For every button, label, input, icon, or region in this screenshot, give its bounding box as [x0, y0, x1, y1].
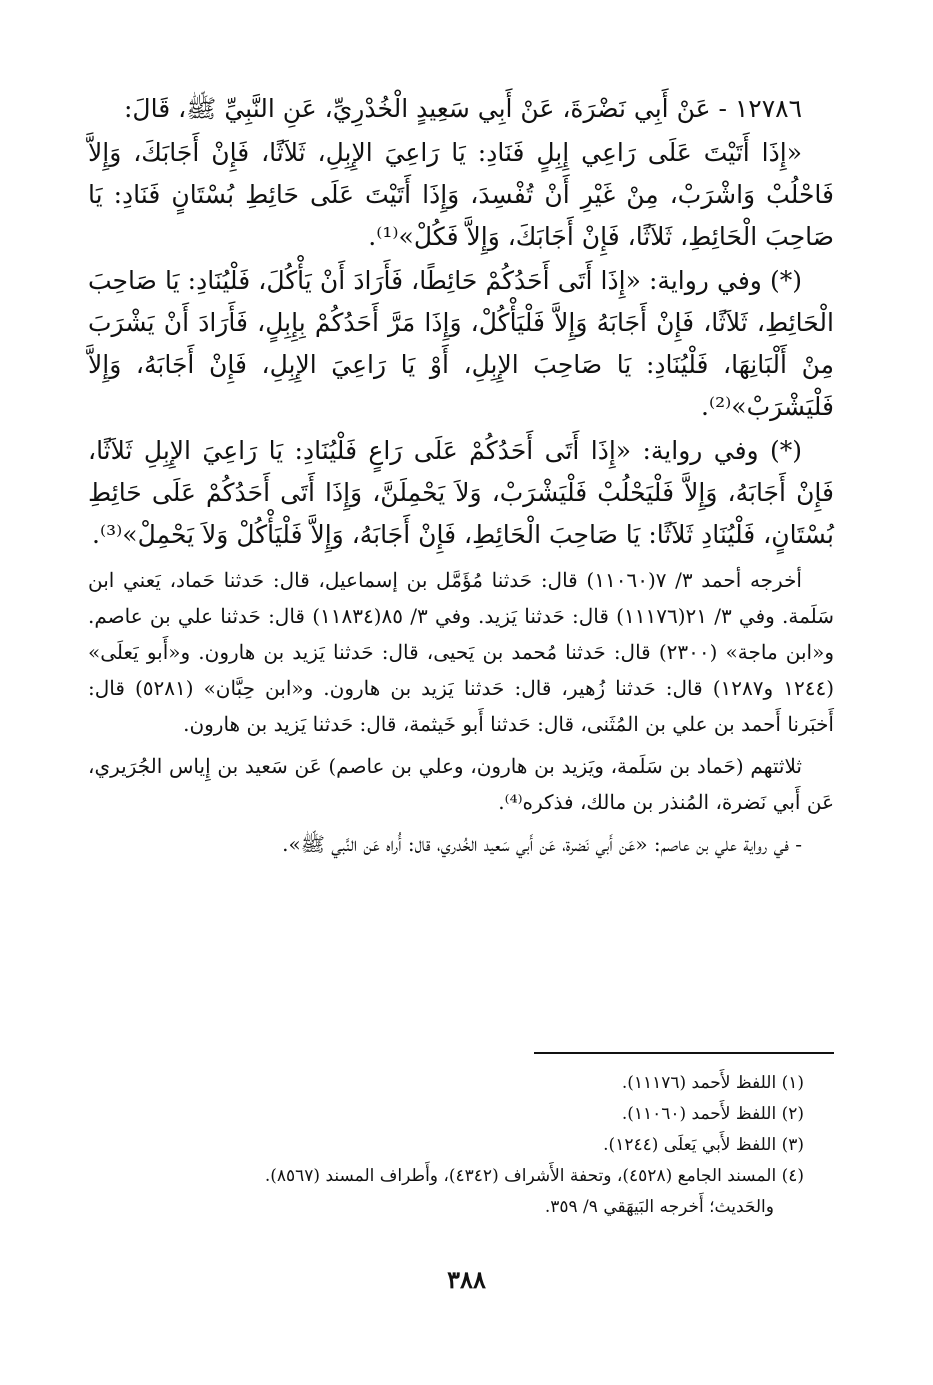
- hadith-matn: «إِذَا أَتَيْتَ عَلَى رَاعِي إِبِلٍ فَنَادِ: يَا رَاعِيَ الإِبِلِ، ثَلاَثًا، فَإِنْ أَجَابَكَ، وَإِلاَّ فَاحْلُبْ وَاشْرَبْ، مِنْ غَيْرِ أَنْ تُفْسِدَ، وَإِذَا أَتَيْتَ عَلَى حَائِطِ بُسْتَانٍ فَنَادِ: يَا صَاحِبَ الْحَائِطِ، ثَلاَثًا، فَإِنْ أَجَابَكَ، وَإِلاَّ فَكُلْ»⁽¹⁾.: [88, 138, 834, 251]
- footnotes: [88, 1068, 834, 1223]
- page-body: [88, 88, 834, 866]
- footnote-2: (٢) اللفظ لأَحمد (١١٠٦٠).: [621, 1104, 804, 1124]
- footnote-3: (٣) اللفظ لأَبي يَعلَى (١٢٤٤).: [603, 1135, 804, 1155]
- page-number: ٣٨٨: [447, 1265, 486, 1294]
- takhrij-paragraph-3: - في رواية علي بن عاصم: «عَن أَبي نَضرة، عَن أَبي سَعيد الخُدري، قال: أُراه عَن النَّبي ﷺ».: [282, 832, 802, 856]
- footnote-4: (٤) المسند الجامع (٤٥٢٨)، وتحفة الأَشراف (٤٣٤٢)، وأَطراف المسند (٨٥٦٧).: [264, 1166, 804, 1186]
- takhrij-paragraph-2: ثلاثتهم (حَماد بن سَلَمة، ويَزيد بن هارون، وعلي بن عاصم) عَن سَعيد بن إِياس الجُرَيري، عَن أَبي نَضرة، المُنذر بن مالك، فذكره⁽⁴⁾.: [88, 754, 834, 814]
- footnote-separator: [534, 1052, 834, 1054]
- takhrij-paragraph-1: أخرجه أحمد ٣/ ٧(١١٠٦٠) قال: حَدثنا مُؤَمَّل بن إسماعيل، قال: حَدثنا حَماد، يَعني ابن سَلَمة. وفي ٣/ ٢١(١١١٧٦) قال: حَدثنا يَزيد. وفي ٣/ ٨٥(١١٨٣٤) قال: حَدثنا علي بن عاصم. و«ابن ماجة» (٢٣٠٠) قال: حَدثنا مُحمد بن يَحيى، قال: حَدثنا يَزيد بن هارون. و«أَبو يَعلَى» (١٢٤٤ و١٢٨٧) قال: حَدثنا زُهير، قال: حَدثنا يَزيد بن هارون. و«ابن حِبَّان» (٥٢٨١) قال: أَخبَرنا أَحمد بن علي بن المُثَنى، قال: حَدثنا أَبو خَيثمة، قال: حَدثنا يَزيد بن هارون.: [88, 568, 835, 736]
- footnote-1: (١) اللفظ لأَحمد (١١١٧٦).: [621, 1073, 804, 1093]
- hadith-riwaya-1: (*) وفي رواية: «إِذَا أَتَى أَحَدُكُمْ حَائِطًا، فَأَرَادَ أَنْ يَأْكُلَ، فَلْيُنَادِ: يَا صَاحِبَ الْحَائِطِ، ثَلاَثًا، فَإِنْ أَجَابَهُ وَإِلاَّ فَلْيَأْكُلْ، وَإِذَا مَرَّ أَحَدُكُمْ بِإِبِلٍ، فَأَرَادَ أَنْ يَشْرَبَ مِنْ أَلْبَانِهَا، فَلْيُنَادِ: يَا صَاحِبَ الإِبِلِ، أَوْ يَا رَاعِيَ الإِبِلِ، فَإِنْ أَجَابَهُ، وَإِلاَّ فَلْيَشْرَبْ»⁽²⁾.: [88, 266, 834, 421]
- hadith-opening: ١٢٧٨٦ - عَنْ أَبِي نَضْرَةَ، عَنْ أَبِي سَعِيدٍ الْخُدْرِيِّ، عَنِ النَّبِيِّ ﷺ، قَالَ:: [124, 94, 802, 123]
- footnote-4-continuation: والحَديث؛ أَخرجه البَيهَقي ٩/ ٣٥٩.: [544, 1197, 774, 1217]
- hadith-riwaya-2: (*) وفي رواية: «إِذَا أَتَى أَحَدُكُمْ عَلَى رَاعٍ فَلْيُنَادِ: يَا رَاعِيَ الإِبِلِ ثَلاَثًا، فَإِنْ أَجَابَهُ، وَإِلاَّ فَلْيَحْلُبْ فَلْيَشْرَبْ، وَلاَ يَحْمِلَنَّ، وَإِذَا أَتَى أَحَدُكُمْ عَلَى حَائِطِ بُسْتَانٍ، فَلْيُنَادِ ثَلاَثًا: يَا صَاحِبَ الْحَائِطِ، فَإِنْ أَجَابَهُ، وَإِلاَّ فَلْيَأْكُلْ وَلاَ يَحْمِلْ»⁽³⁾.: [88, 436, 834, 549]
